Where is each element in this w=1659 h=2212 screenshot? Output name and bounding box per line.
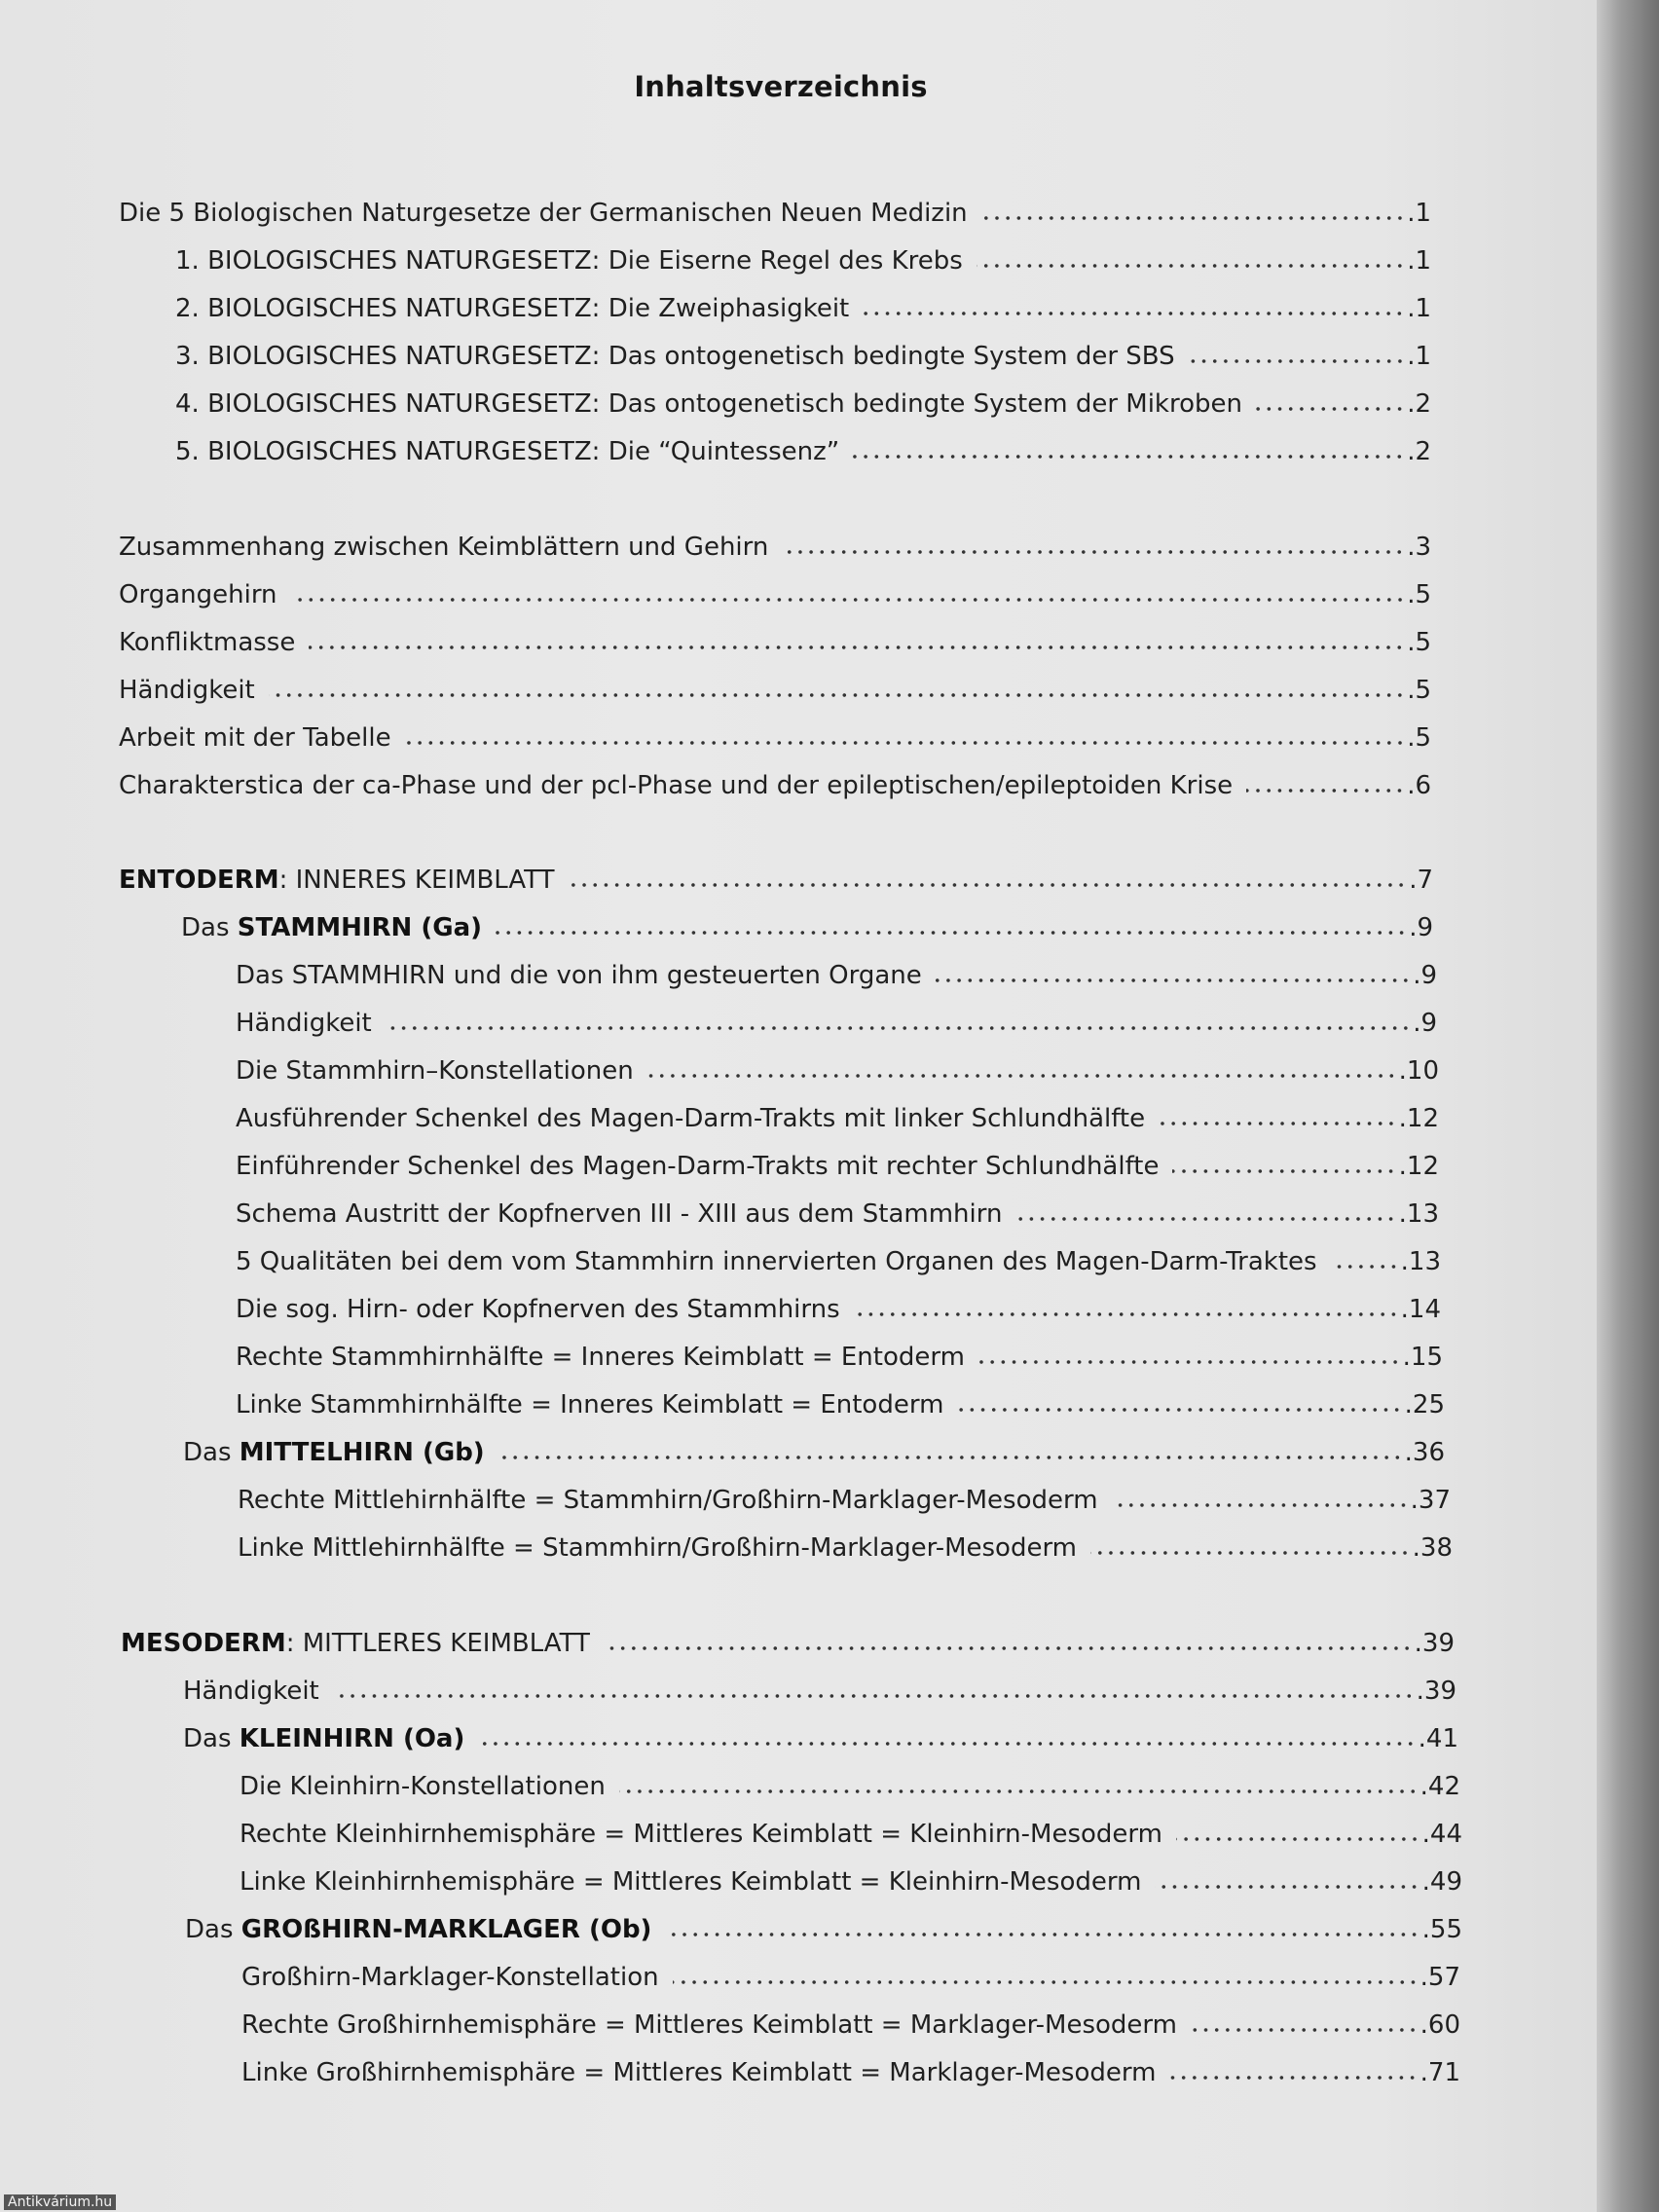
toc-entry-prefix: Das [185, 1915, 241, 1944]
dot-leader [936, 978, 1411, 982]
toc-entry-prefix: Das [183, 1438, 240, 1467]
dot-leader [309, 645, 1405, 649]
dot-leader [1159, 1122, 1397, 1125]
toc-entry-text: Konfliktmasse [119, 628, 296, 657]
toc-entry-text: Rechte Kleinhirnhemisphäre = Mittleres Keimblatt = Kleinhirn-Mesoderm [240, 1820, 1162, 1849]
toc-entry [175, 238, 1431, 276]
toc-entry-text: 3. BIOLOGISCHES NATURGESETZ: Das ontogenetisch bedingte System der SBS [175, 342, 1175, 371]
dot-leader [647, 1074, 1397, 1078]
toc-entry-title [240, 1866, 1155, 1898]
toc-page-number: .55 [1421, 1915, 1462, 1944]
toc-entry [183, 1715, 1458, 1754]
dot-leader [665, 1933, 1419, 1936]
toc-entry [236, 1048, 1439, 1087]
toc-entry [119, 571, 1431, 610]
toc-page-number: .13 [1398, 1199, 1439, 1229]
toc-entry [238, 1477, 1451, 1516]
dot-leader [957, 1408, 1402, 1412]
toc-entry-title [119, 198, 981, 229]
dot-leader [478, 1742, 1416, 1746]
toc-page-number: .42 [1419, 1772, 1460, 1801]
toc-page-number: .2 [1407, 437, 1431, 466]
toc-entry-title [119, 770, 1246, 801]
dot-leader [498, 1456, 1403, 1459]
toc-entry-title [119, 579, 291, 610]
toc-entry [119, 667, 1431, 706]
toc-entry-title [183, 1676, 333, 1707]
toc-entry [236, 952, 1437, 991]
toc-page-number: .9 [1413, 1009, 1437, 1038]
toc-entry-text: Arbeit mit der Tabelle [119, 723, 391, 753]
toc-entry-text: Linke Mittlehirnhälfte = Stammhirn/Großhirn-Marklager-Mesoderm [238, 1533, 1078, 1563]
toc-entry [119, 762, 1431, 801]
dot-leader [496, 931, 1407, 935]
toc-page-number: .49 [1421, 1867, 1462, 1897]
toc-entry-text: Händigkeit [183, 1677, 319, 1706]
toc-entry [175, 381, 1431, 420]
toc-entry-prefix: Das [183, 1724, 240, 1753]
toc-entry-text: Linke Stammhirnhälfte = Inneres Keimblatt = Entoderm [236, 1390, 944, 1419]
dot-leader [1090, 1551, 1411, 1555]
toc-entry-title [119, 532, 782, 563]
toc-entry-title [119, 722, 405, 754]
toc-page-number: .14 [1400, 1295, 1441, 1324]
toc-entry-text: 5. BIOLOGISCHES NATURGESETZ: Die “Quintessenz” [175, 437, 840, 466]
toc-entry-title [236, 1103, 1159, 1134]
toc-entry-title [241, 2009, 1191, 2041]
toc-entry-title [183, 1723, 478, 1754]
toc-entry [238, 1525, 1453, 1564]
toc-entry-text: Rechte Stammhirnhälfte = Inneres Keimblatt = Entoderm [236, 1343, 965, 1372]
toc-entry-title [119, 675, 269, 706]
toc-entry-text: Rechte Mittlehirnhälfte = Stammhirn/Großhirn-Marklager-Mesoderm [238, 1486, 1098, 1515]
dot-leader [1176, 1837, 1420, 1841]
toc-entry-title [236, 960, 936, 991]
toc-entry-bold: MESODERM [121, 1629, 286, 1658]
toc-page-number: .5 [1407, 628, 1431, 657]
toc-entry-bold: ENTODERM [119, 866, 279, 895]
toc-entry-text: 4. BIOLOGISCHES NATURGESETZ: Das ontogenetisch bedingte System der Mikroben [175, 389, 1242, 419]
toc-page-number: .15 [1402, 1343, 1443, 1372]
toc-entry [241, 2049, 1460, 2088]
toc-entry-title [185, 1914, 665, 1945]
dot-leader [977, 264, 1405, 268]
dot-leader [604, 1646, 1413, 1650]
toc-entry [119, 715, 1431, 754]
toc-entry-text: Rechte Großhirnhemisphäre = Mittleres Keimblatt = Marklager-Mesoderm [241, 2010, 1177, 2040]
toc-entry [236, 1334, 1443, 1373]
toc-page-number: .10 [1398, 1056, 1439, 1086]
toc-page-number: .9 [1409, 913, 1433, 942]
toc-entry-prefix: Das [181, 913, 238, 942]
toc-entry-text: Die 5 Biologischen Naturgesetze der Germanischen Neuen Medizin [119, 199, 968, 228]
toc-page-number: .12 [1398, 1152, 1439, 1181]
toc-entry-title [236, 1294, 854, 1325]
toc-entry [236, 1286, 1441, 1325]
dot-leader [1246, 789, 1405, 793]
toc-entry [236, 1191, 1439, 1230]
toc-entry-title [236, 1389, 957, 1420]
toc-entry [236, 1382, 1445, 1420]
toc-page-number: .36 [1404, 1438, 1445, 1467]
toc-entry-title [236, 1198, 1015, 1230]
toc-entry [121, 1620, 1455, 1659]
watermark: Antikvárium.hu [4, 2194, 116, 2210]
toc-page-number: .37 [1410, 1486, 1451, 1515]
toc-entry-title [175, 388, 1256, 420]
dot-leader [333, 1694, 1415, 1698]
toc-entry-title [175, 341, 1189, 372]
toc-entry [241, 2002, 1460, 2041]
toc-entry-title [238, 1485, 1112, 1516]
toc-page-number: .1 [1407, 246, 1431, 276]
dot-leader [269, 693, 1405, 697]
toc-page-number: .71 [1419, 2058, 1460, 2087]
toc-entry-title [236, 1342, 978, 1373]
toc-page-number: .1 [1407, 294, 1431, 323]
dot-leader [1256, 407, 1405, 411]
toc-page-number: .57 [1419, 1963, 1460, 1992]
toc-page-number: .1 [1407, 199, 1431, 228]
toc-page-number: .39 [1416, 1677, 1456, 1706]
toc-entry [236, 1000, 1437, 1039]
dot-leader [853, 455, 1405, 459]
toc-entry-text: : MITTLERES KEIMBLATT [285, 1629, 590, 1658]
dot-leader [1169, 2076, 1418, 2080]
dot-leader [1331, 1265, 1399, 1269]
toc-entry [240, 1859, 1462, 1898]
toc-entry-text: Händigkeit [236, 1009, 372, 1038]
dot-leader [1189, 359, 1406, 363]
dot-leader [1172, 1169, 1396, 1173]
toc-entry-title [241, 1962, 673, 1993]
dot-leader [1015, 1217, 1396, 1221]
toc-page-number: .2 [1407, 389, 1431, 419]
toc-page-number: .6 [1407, 771, 1431, 800]
toc-entry-text: Charakterstica der ca-Phase und der pcl-Phase und der epileptischen/epileptoiden Krise [119, 771, 1234, 800]
toc-entry-title [236, 1246, 1331, 1277]
toc-page-number: .60 [1419, 2010, 1460, 2040]
dot-leader [568, 883, 1407, 887]
toc-entry-text: Linke Kleinhirnhemisphäre = Mittleres Keimblatt = Kleinhirn-Mesoderm [240, 1867, 1142, 1897]
toc-page-number: .41 [1418, 1724, 1458, 1753]
dot-leader [405, 741, 1406, 745]
dot-leader [619, 1789, 1419, 1793]
toc-entry [236, 1143, 1439, 1182]
page-title: Inhaltsverzeichnis [634, 70, 928, 103]
toc-entry [119, 524, 1431, 563]
toc-entry-bold: GROßHIRN-MARKLAGER (Ob) [240, 1915, 652, 1944]
toc-entry [175, 333, 1431, 372]
toc-page-number: .9 [1413, 961, 1437, 990]
toc-page-number: .1 [1407, 342, 1431, 371]
toc-entry-title [240, 1819, 1176, 1850]
toc-entry-title [121, 1628, 604, 1659]
toc-page-number: .39 [1414, 1629, 1455, 1658]
toc-entry-text: Die Kleinhirn-Konstellationen [240, 1772, 606, 1801]
toc-entry-text: Linke Großhirnhemisphäre = Mittleres Keimblatt = Marklager-Mesoderm [241, 2058, 1157, 2087]
toc-page-number: .5 [1407, 723, 1431, 753]
toc-page-number: .44 [1421, 1820, 1462, 1849]
toc-entry-title [238, 1532, 1090, 1564]
toc-entry [119, 619, 1431, 658]
toc-entry [185, 1906, 1462, 1945]
toc-entry-text: 1. BIOLOGISCHES NATURGESETZ: Die Eiserne Regel des Krebs [175, 246, 963, 276]
toc-entry [241, 1954, 1460, 1993]
toc-entry-title [119, 865, 568, 896]
toc-entry-text: : INNERES KEIMBLATT [278, 866, 555, 895]
toc-page-number: .12 [1398, 1104, 1439, 1133]
toc-entry [236, 1238, 1441, 1277]
toc-entry-text: Ausführender Schenkel des Magen-Darm-Trakts mit linker Schlundhälfte [236, 1104, 1146, 1133]
toc-entry-bold: MITTELHIRN (Gb) [239, 1438, 485, 1467]
toc-page-number: .25 [1404, 1390, 1445, 1419]
toc-entry-text: Die sog. Hirn- oder Kopfnerven des Stammhirns [236, 1295, 840, 1324]
toc-entry [236, 1095, 1439, 1134]
dot-leader [1112, 1503, 1409, 1507]
toc-entry-title [175, 436, 853, 467]
toc-entry-title [240, 1771, 619, 1802]
dot-leader [863, 312, 1405, 315]
toc-entry [119, 190, 1431, 229]
toc-entry-text: Das STAMMHIRN und die von ihm gesteuerten Organe [236, 961, 922, 990]
toc-entry-title [236, 1008, 386, 1039]
toc-page-number: .7 [1409, 866, 1433, 895]
toc-entry-bold: KLEINHIRN (Oa) [239, 1724, 465, 1753]
dot-leader [673, 1980, 1419, 1984]
toc-entry-title [236, 1151, 1172, 1182]
toc-entry-text: Zusammenhang zwischen Keimblättern und Gehirn [119, 533, 769, 562]
dot-leader [386, 1026, 1411, 1030]
dot-leader [1191, 2028, 1419, 2032]
dot-leader [782, 550, 1405, 554]
toc-entry [240, 1811, 1462, 1850]
toc-page-number: .5 [1407, 676, 1431, 705]
toc-entry [119, 857, 1433, 896]
toc-page-number: .5 [1407, 580, 1431, 609]
toc-page-number: .13 [1400, 1247, 1441, 1276]
toc-entry [183, 1668, 1456, 1707]
toc-entry-text: Organgehirn [119, 580, 277, 609]
toc-entry-text: Die Stammhirn–Konstellationen [236, 1056, 634, 1086]
dot-leader [981, 216, 1406, 220]
dot-leader [978, 1360, 1401, 1364]
toc-page-number: .38 [1412, 1533, 1453, 1563]
toc-entry-title [119, 627, 309, 658]
toc-entry-text: 2. BIOLOGISCHES NATURGESETZ: Die Zweiphasigkeit [175, 294, 850, 323]
toc-entry-title [175, 245, 977, 276]
toc-entry [175, 428, 1431, 467]
toc-entry [175, 285, 1431, 324]
toc-entry-text: Händigkeit [119, 676, 255, 705]
toc-entry-text: Einführender Schenkel des Magen-Darm-Trakts mit rechter Schlundhälfte [236, 1152, 1160, 1181]
dot-leader [854, 1312, 1399, 1316]
toc-entry-title [175, 293, 863, 324]
dot-leader [291, 598, 1406, 602]
toc-entry-title [181, 912, 496, 943]
toc-entry-title [183, 1437, 498, 1468]
toc-entry [183, 1429, 1445, 1468]
toc-entry-text: Großhirn-Marklager-Konstellation [241, 1963, 659, 1992]
toc-entry [181, 904, 1433, 943]
toc-entry-text: 5 Qualitäten bei dem vom Stammhirn innervierten Organen des Magen-Darm-Traktes [236, 1247, 1317, 1276]
toc-page-number: .3 [1407, 533, 1431, 562]
dot-leader [1155, 1885, 1419, 1889]
toc-entry-bold: STAMMHIRN (Ga) [237, 913, 482, 942]
toc-entry-text: Schema Austritt der Kopfnerven III - XIII aus dem Stammhirn [236, 1199, 1003, 1229]
toc-entry [240, 1763, 1460, 1802]
toc-entry-title [241, 2057, 1169, 2088]
toc-entry-title [236, 1055, 647, 1087]
